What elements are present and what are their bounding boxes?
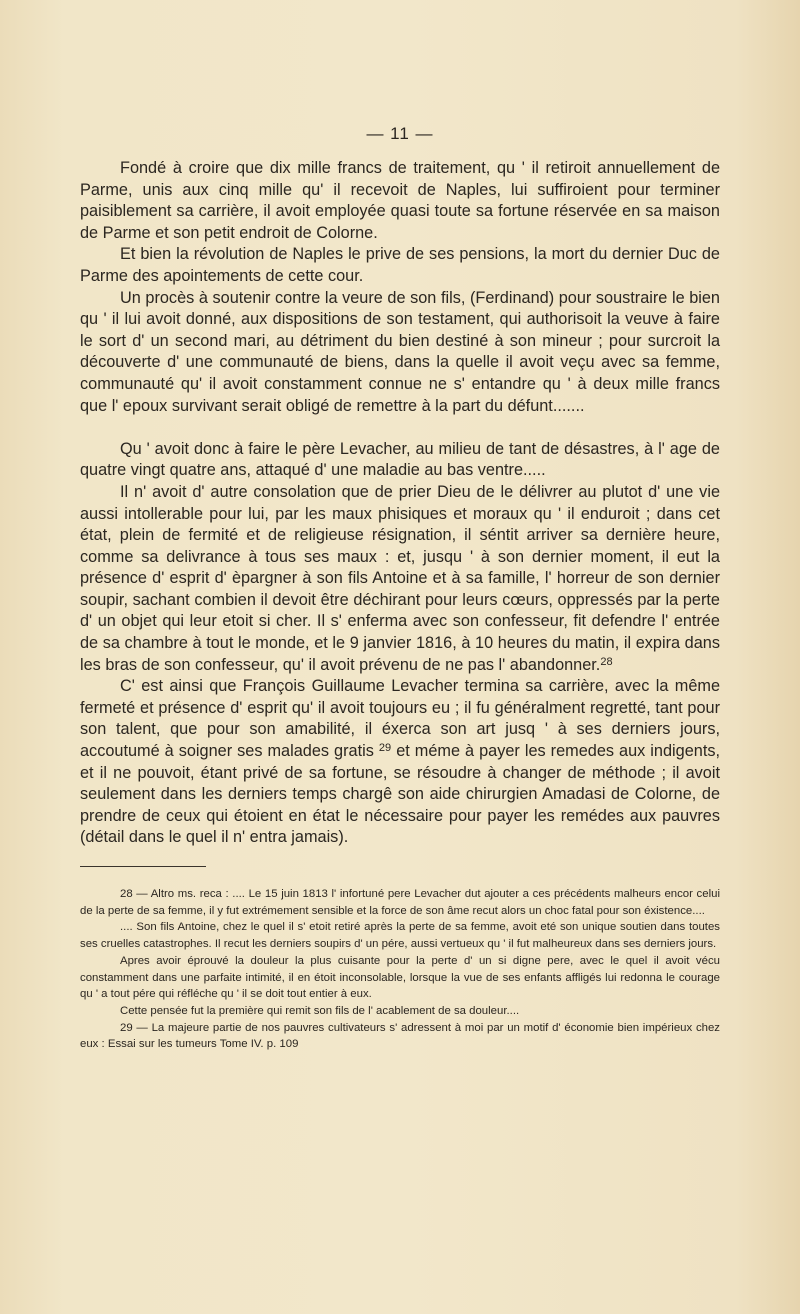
footnote-separator bbox=[80, 866, 206, 867]
page-number: — 11 — bbox=[366, 124, 434, 143]
paragraph-5 bbox=[80, 482, 720, 676]
paragraph-2: Et bien la révolution de Naples le prive de ses pensions, la mort du dernier Duc de Parme des apointements de cette cour. bbox=[80, 245, 720, 285]
footnote-ref-28: 28 bbox=[600, 655, 613, 668]
paragraph-6-text-a: C' est ainsi que François Guillaume Levacher termina sa carrière, avec la même fermeté et présence d' esprit qu' il avoit toujours eu ; il fu généralment regretté, tant pour son talent, que pour son amabilité, il éxerca son art jusq ' à ses derniers jours, accoutumé à soigner ses malades gratis bbox=[80, 677, 720, 761]
footnote-28: 28 — Altro ms. reca : .... Le 15 juin 1813 l' infortuné pere Levacher dut ajouter a ces précédents malheurs encor celui de la perte de sa femme, il y fut extrémement sensible et la force de son âme recut alors un choc fatal pour son éxistence.... bbox=[80, 888, 720, 917]
footnote-28-cont-3: Cette pensée fut la première qui remit son fils de l' acablement de sa douleur.... bbox=[120, 1004, 520, 1017]
footnote-28-cont-1: .... Son fils Antoine, chez le quel il s' etoit retiré après la perte de sa femme, avoit eté son unique soutien dans toutes ses cruelles catastrophes. Il recut les derniers soupirs d' un pére, aussi vertueux qu ' il fut malheureux dans ses derniers jours. bbox=[80, 921, 720, 951]
footnote-28-cont-2: Apres avoir éprouvé la douleur la plus cuisante pour la perte d' un si digne pere, avec le quel il avoit vécu constamment dans une parfaite intimité, il en étoit inconsolable, lorsque la vue de ses enfants affligés lui redonna le courage qu ' a tout pére qui réfléche qu ' il se doit tout entier à eux. bbox=[80, 954, 720, 1001]
paragraph-6 bbox=[80, 676, 720, 849]
paragraph-6-text-b: et méme à payer les remedes aux indigents, et il ne pouvoit, étant privé de sa fortune, se résoudre à changer de méthode ; il avoit seulement dans les derniers temps chargê son aide chirurgien Amadasi de Colorne, de prendre de ceux qui étoient en état le nécessaire pour payer les remédes aux pauvres (détail dans le quel il n' entra jamais). bbox=[80, 742, 721, 847]
paragraph-5-text: Il n' avoit d' autre consolation que de prier Dieu de le délivrer au plutot d' une vie aussi intollerable pour lui, par les maux phisiques et moraux qu ' il enduroit ; dans cet état, plein de fermité et de religieuse résignation, il séntit arriver sa dernière heure, comme sa delivrance à tous ses maux : et, jusqu ' à son dernier moment, il eut la présence d' esprit d' èpargner à son fils Antoine et à sa famille, l' horreur de son dernier soupir, sachant combien il devoit être déchirant pour leurs cœurs, oppressés par la perte d' un objet qui leur etoit si cher. Il s' enferma avec son confesseur, fit defendre l' entrée de sa chambre à tout le monde, et le 9 janvier 1816, à 10 heures du matin, il expira dans les bras de son confesseur, qu' il avoit prévenu de ne pas l' abandonner. bbox=[80, 482, 720, 674]
footnote-29: 29 — La majeure partie de nos pauvres cultivateurs s' adressent à moi par un motif d' économie bien impérieux chez eux : Essai sur les tumeurs Tome IV. p. 109 bbox=[80, 1021, 720, 1051]
main-text bbox=[80, 158, 720, 849]
paragraph-4: Qu ' avoit donc à faire le père Levacher, au milieu de tant de désastres, à l' age de quatre vingt quatre ans, attaqué d' une maladie au bas ventre..... bbox=[80, 439, 720, 480]
footnote-ref-29: 29 bbox=[378, 742, 392, 755]
footnotes bbox=[80, 886, 720, 1053]
paragraph-3: Un procès à soutenir contre la veure de son fils, (Ferdinand) pour soustraire le bien qu ' il lui avoit donné, aux dispositions de son testament, qui authorisoit la veuve à faire le sort d' un second mari, au détriment du bien destiné à son mineur ; pour surcroit la découverte d' une communauté de biens, dans la quelle il avoit veçu avec sa femme, communauté qu' il avoit constamment connue ne s' entandre qu ' à deux mille francs que l' epoux survivant serait obligé de remettre à la part du défunt....... bbox=[80, 288, 720, 415]
paragraph-1: Fondé à croire que dix mille francs de traitement, qu ' il retiroit annuellement de Parme, unis aux cinq mille qu' il recevoit de Naples, lui suffiroient pour terminer paisiblement sa carrière, il avoit employée quasi toute sa fortune réservée en sa maison de Parme et son petit endroit de Colorne. bbox=[80, 159, 720, 242]
